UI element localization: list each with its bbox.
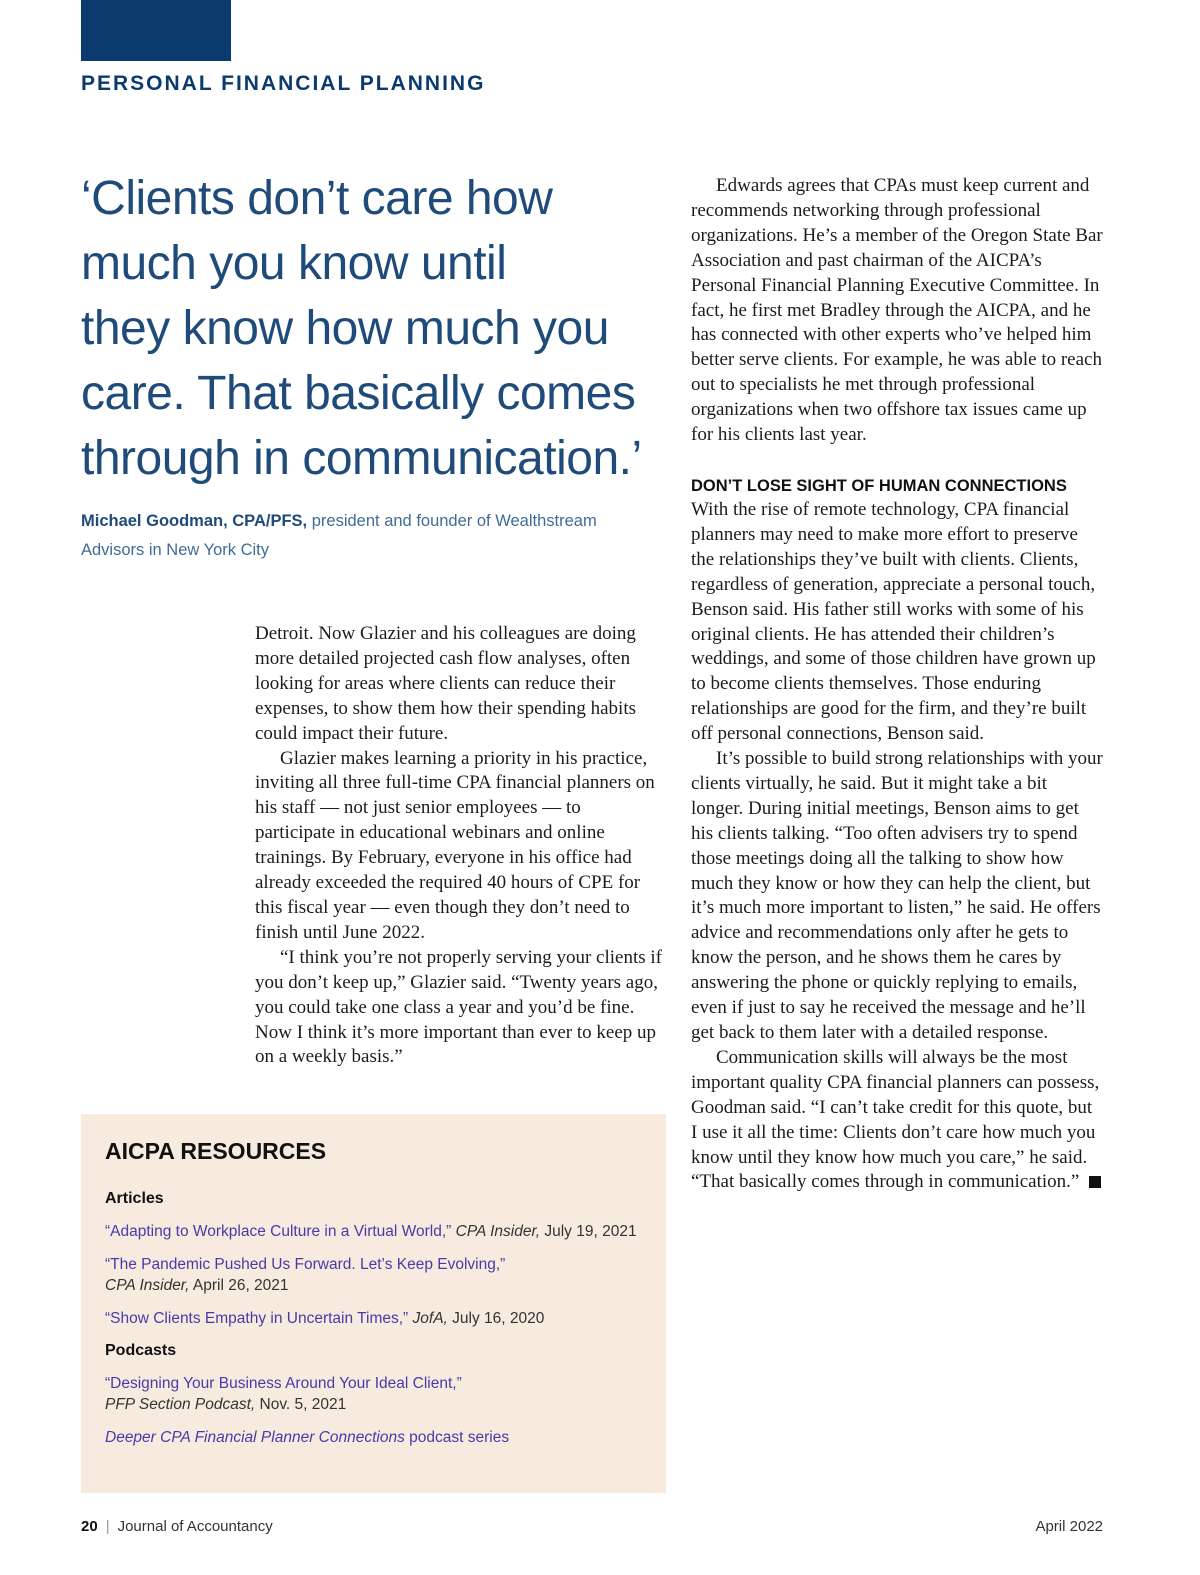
podcast-series-item bbox=[105, 1427, 642, 1448]
podcast-item bbox=[105, 1373, 642, 1415]
article-item bbox=[105, 1221, 642, 1242]
pull-quote-line: care. That basically comes bbox=[81, 367, 636, 420]
article-date: July 19, 2021 bbox=[540, 1223, 637, 1240]
page-footer bbox=[81, 1518, 1103, 1540]
attribution-title-continued: Advisors in New York City bbox=[81, 541, 269, 559]
pull-quote-line: through in communication.’ bbox=[81, 432, 642, 485]
podcast-series-link[interactable]: Deeper CPA Financial Planner Connections bbox=[105, 1429, 405, 1446]
attribution-title: president and founder of Wealthstream bbox=[307, 512, 597, 530]
body-paragraph: Edwards agrees that CPAs must keep current and recommends networking through professional organizations. He’s a member of the Oregon State Bar Association and past chairman of the AICPA’s Personal Financial Planning Executive Committee. In fact, he first met Bradley through the AICPA, and he has connected with other experts who’ve helped him better serve clients. For example, he was able to reach out to specialists he met through professional organizations when two offshore tax issues came up for his clients last year. bbox=[691, 175, 1103, 446]
body-paragraph: Detroit. Now Glazier and his colleagues are doing more detailed projected cash flow analyses, often looking for areas where clients can reduce their expenses, to show them how their spending habits could impact their future. bbox=[255, 623, 637, 744]
pull-quote-line: they know how much you bbox=[81, 302, 609, 355]
quote-attribution bbox=[81, 507, 641, 565]
pull-quote-line: ‘Clients don’t care how bbox=[81, 172, 553, 225]
article-publication: CPA Insider, bbox=[105, 1277, 190, 1294]
article-link[interactable]: “The Pandemic Pushed Us Forward. Let’s Keep Evolving,” bbox=[105, 1256, 506, 1273]
body-paragraph: “I think you’re not properly serving your clients if you don’t keep up,” Glazier said. “Twenty years ago, you could take one class a year and you’d be fine. Now I think it’s more important than ever to keep up on a weekly basis.” bbox=[255, 946, 663, 1068]
body-paragraph: Glazier makes learning a priority in his practice, inviting all three full-time CPA financial planners on his staff — not just senior employees — to participate in educational webinars and online trainings. By February, everyone in his office had already exceeded the required 40 hours of CPE for this fiscal year — even though they don’t need to finish until June 2022. bbox=[255, 747, 655, 943]
podcast-publication: PFP Section Podcast, bbox=[105, 1396, 256, 1413]
section-subhead: DON’T LOSE SIGHT OF HUMAN CONNECTIONS bbox=[691, 476, 1067, 495]
body-paragraph: It’s possible to build strong relationships with your clients virtually, he said. But it might take a bit longer. During initial meetings, Benson aims to get his clients talking. “Too often advisers try to spend those meetings doing all the talking to show how much they know or how they can help the client, but it’s much more important to listen,” he said. He offers advice and recommendations only after he gets to know the person, and he shows them he cares by answering the phone or quickly replying to emails, even if just to say he received the message and he’ll get back to them later with a detailed response. bbox=[691, 748, 1103, 1043]
footer-separator: | bbox=[105, 1518, 110, 1535]
podcast-link[interactable]: “Designing Your Business Around Your Ideal Client,” bbox=[105, 1375, 462, 1392]
page-number: 20 bbox=[81, 1518, 98, 1535]
article-link[interactable]: “Adapting to Workplace Culture in a Virtual World,” bbox=[105, 1223, 452, 1240]
article-link[interactable]: “Show Clients Empathy in Uncertain Times,” bbox=[105, 1310, 409, 1327]
pull-quote-line: much you know until bbox=[81, 237, 507, 290]
publication-name: Journal of Accountancy bbox=[117, 1518, 273, 1535]
article-item bbox=[105, 1308, 642, 1329]
articles-heading: Articles bbox=[105, 1190, 164, 1207]
article-date: April 26, 2021 bbox=[189, 1277, 289, 1294]
left-column-body bbox=[255, 622, 665, 1070]
issue-date: April 2022 bbox=[1035, 1518, 1103, 1535]
header-color-bar bbox=[81, 0, 231, 61]
article-publication: CPA Insider, bbox=[451, 1223, 541, 1240]
attribution-name: Michael Goodman, CPA/PFS, bbox=[81, 512, 308, 530]
body-paragraph-final bbox=[691, 1046, 1103, 1195]
pull-quote bbox=[81, 166, 666, 491]
podcast-series-suffix[interactable]: podcast series bbox=[404, 1429, 510, 1446]
podcasts-heading: Podcasts bbox=[105, 1342, 177, 1359]
resources-sidebar bbox=[81, 1114, 666, 1493]
human-connections-section bbox=[691, 474, 1103, 1195]
right-column-body bbox=[691, 174, 1103, 1195]
article-publication: JofA, bbox=[408, 1310, 448, 1327]
article-date: July 16, 2020 bbox=[447, 1310, 545, 1327]
article-item bbox=[105, 1254, 642, 1296]
podcast-date: Nov. 5, 2021 bbox=[255, 1396, 347, 1413]
body-paragraph: With the rise of remote technology, CPA financial planners may need to make more effort to preserve the relationships they’ve built with clients. Clients, regardless of generation, appreciate a personal touch, Benson said. His father still works with some of his original clients. He has attended their children’s weddings, and some of those children have grown up to become clients themselves. Those enduring relationships are good for the firm, and they’re built off personal connections, Benson said. bbox=[691, 498, 1096, 745]
resources-title: AICPA RESOURCES bbox=[105, 1138, 327, 1164]
section-label: PERSONAL FINANCIAL PLANNING bbox=[81, 72, 486, 95]
end-of-article-mark bbox=[1089, 1176, 1101, 1188]
final-paragraph-text: Communication skills will always be the most important quality CPA financial planners can possess, Goodman said. “I can’t take credit for this quote, but I use it all the time: Clients don’t care how much you know until they know how much you care,” he said. “That basically comes through in communication.” bbox=[691, 1046, 1100, 1193]
